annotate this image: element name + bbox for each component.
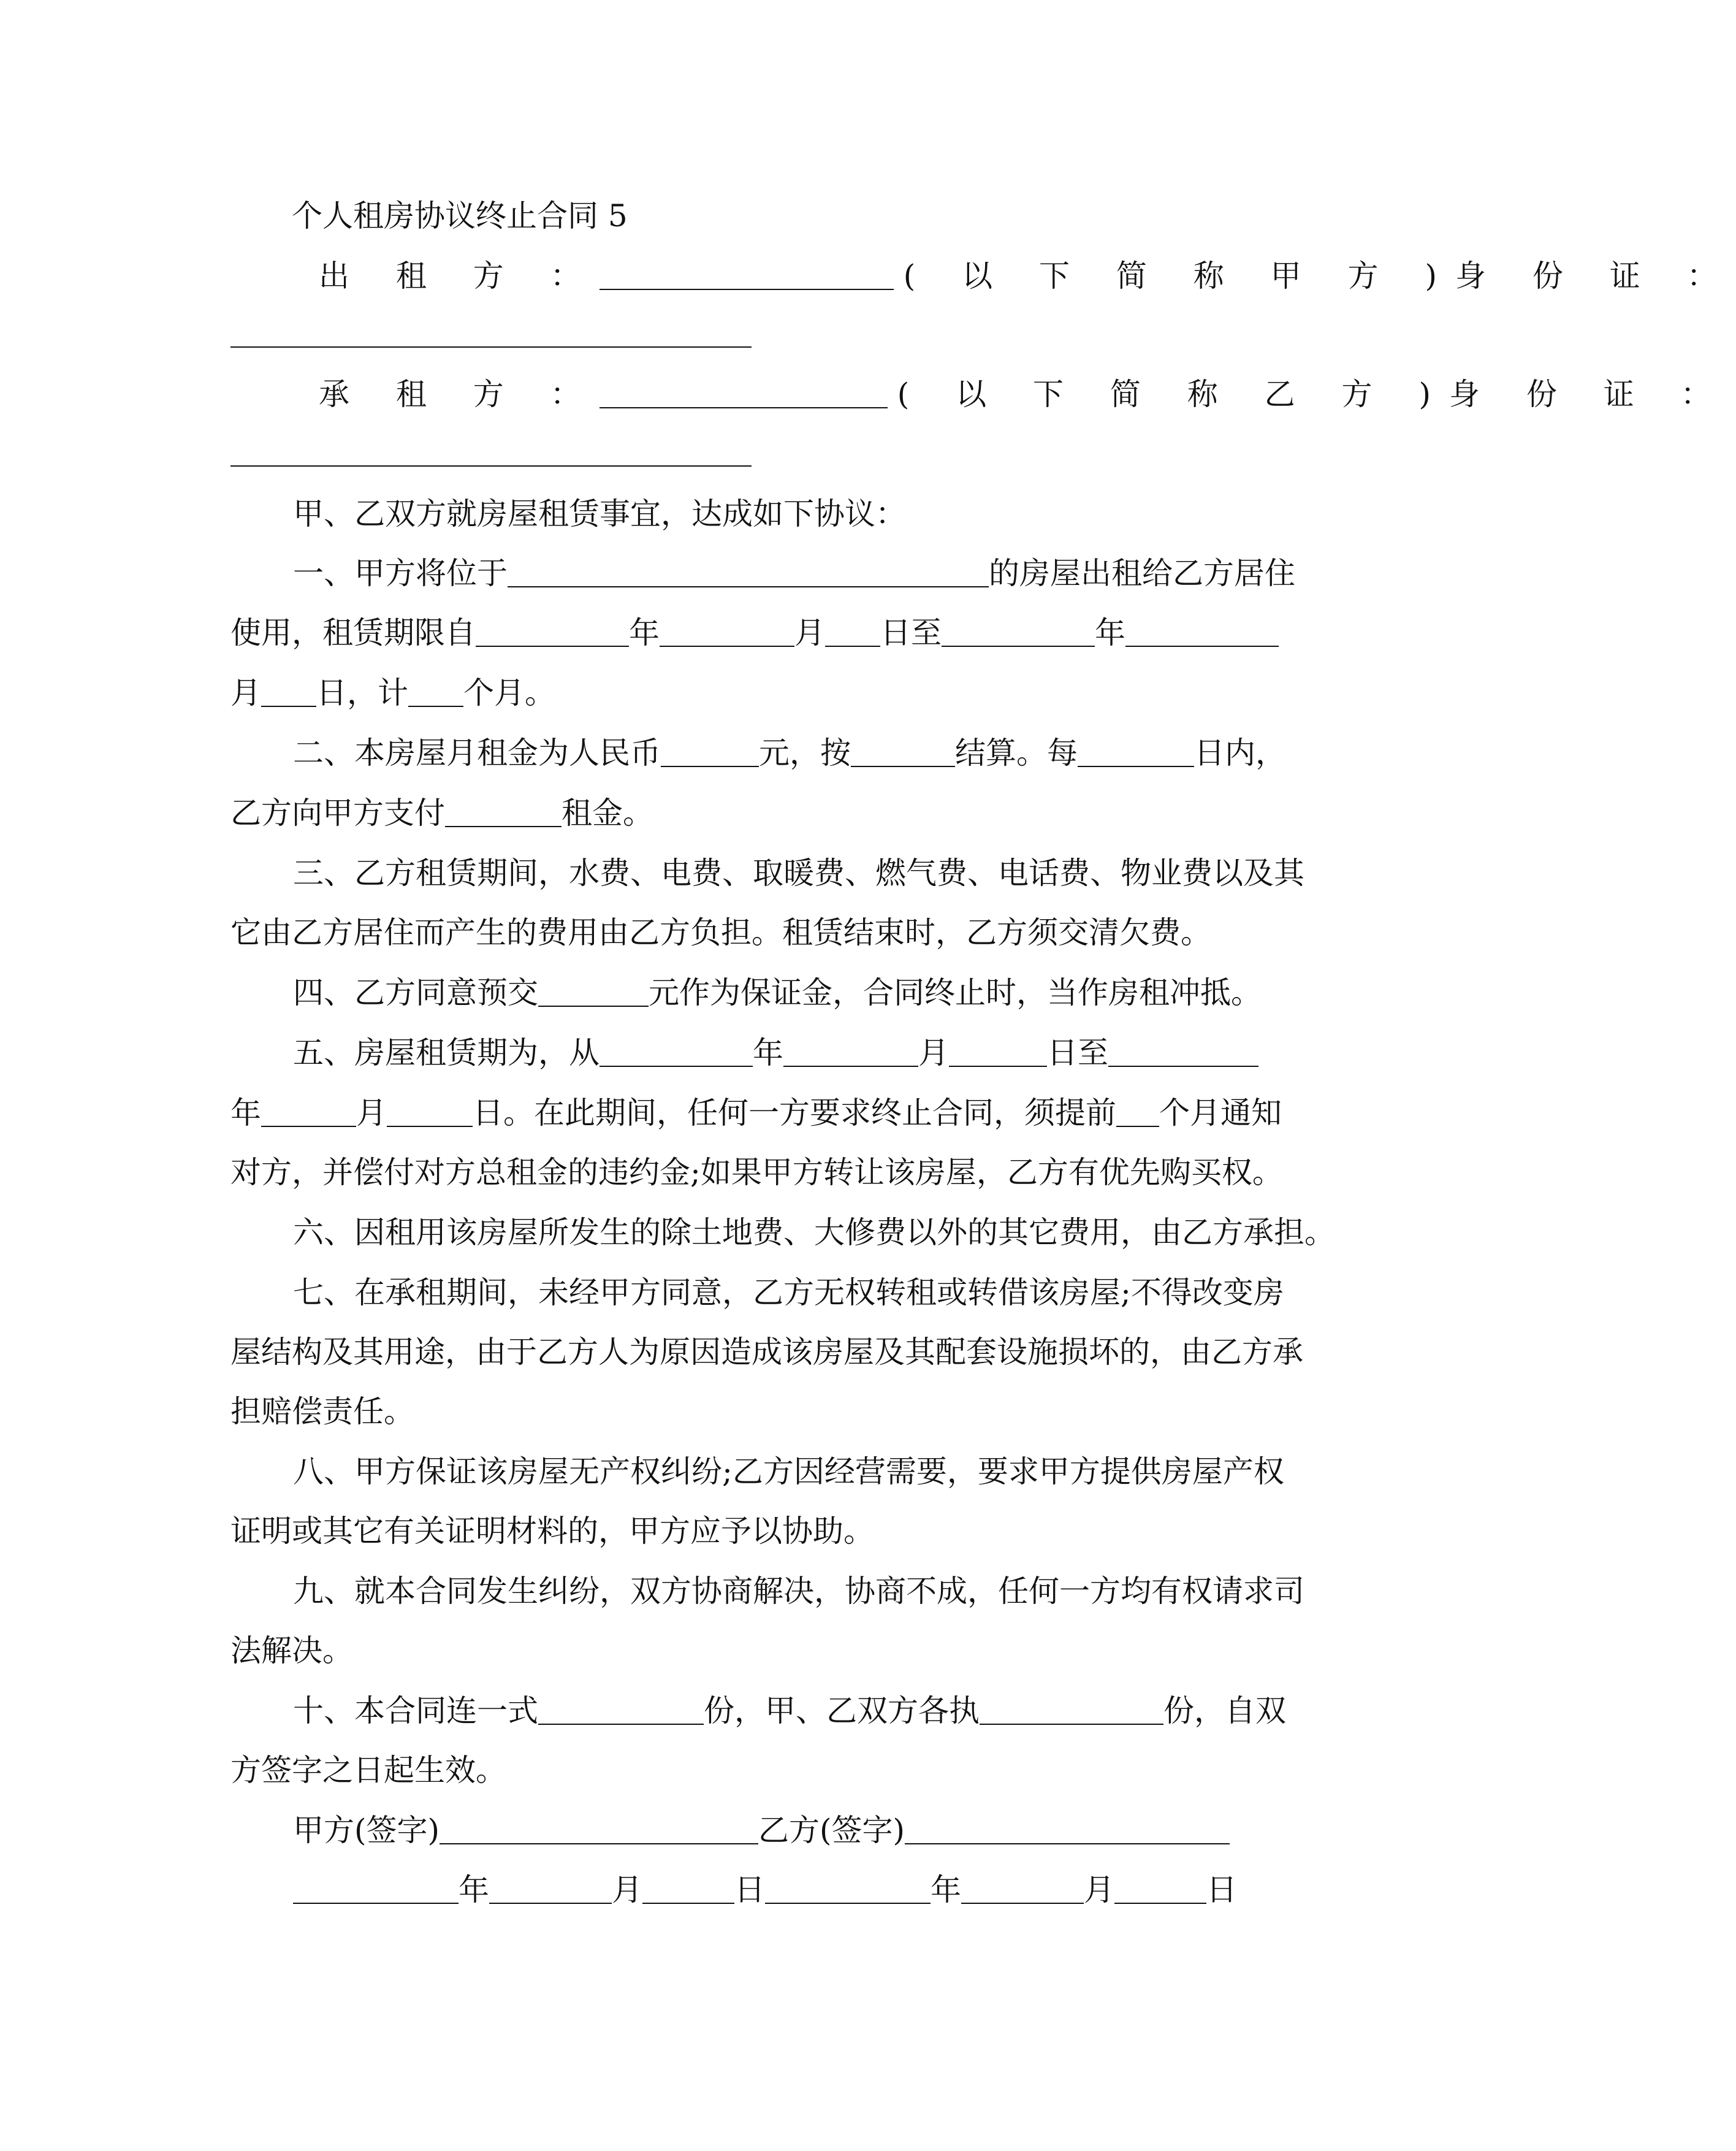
clause10-line1: 十、本合同连一式 份，甲、乙双方各执 份，自双 — [293, 1693, 1286, 1729]
clause9-line1: 九、就本合同发生纠纷，双方协商解决，协商不成，任何一方均有权请求司 — [293, 1573, 1304, 1609]
lease-end-day-blank[interactable] — [387, 1098, 473, 1127]
clause7-line1: 七、在承租期间，未经甲方同意，乙方无权转租或转借该房屋;不得改变房 — [293, 1275, 1284, 1310]
clause5-line3: 对方，并偿付对方总租金的违约金;如果甲方转让该房屋，乙方有优先购买权。 — [230, 1155, 1283, 1190]
clause9-line2: 法解决。 — [230, 1633, 353, 1668]
deposit-amount-blank[interactable] — [538, 977, 649, 1007]
document-title: 个人租房协议终止合同 5 — [292, 198, 628, 234]
clause6-line: 六、因租用该房屋所发生的除土地费、大修费以外的其它费用，由乙方承担。 — [293, 1215, 1335, 1250]
party-a-month-blank[interactable] — [489, 1874, 612, 1904]
lease-start-month-blank[interactable] — [783, 1037, 918, 1067]
payment-days-blank[interactable] — [1078, 738, 1194, 767]
party-b-day-blank[interactable] — [1114, 1874, 1206, 1904]
end-day-blank[interactable] — [261, 678, 316, 707]
clause3-line1: 三、乙方租赁期间，水费、电费、取暖费、燃气费、电话费、物业费以及其 — [293, 855, 1304, 891]
party-b-signature-blank[interactable] — [905, 1815, 1230, 1844]
lease-end-year-blank[interactable] — [1108, 1037, 1258, 1067]
lessee-id-label: 身 份 证 ： — [1449, 376, 1730, 412]
lessor-id-label: 身 份 证 ： — [1455, 258, 1736, 294]
settlement-period-blank[interactable] — [851, 738, 955, 767]
start-month-blank[interactable] — [660, 617, 794, 647]
lessee-name-blank[interactable] — [600, 379, 888, 408]
lessor-label: 出 租 方 ： — [319, 258, 600, 294]
start-year-blank[interactable] — [476, 617, 629, 647]
monthly-rent-blank[interactable] — [661, 738, 759, 767]
lessor-alias: ( 以 下 简 称 甲 方 ) — [903, 258, 1455, 294]
party-a-day-blank[interactable] — [642, 1874, 734, 1904]
party-b-month-blank[interactable] — [961, 1874, 1084, 1904]
clause1-line1: 一、甲方将位于 的房屋出租给乙方居住 — [293, 556, 1295, 591]
months-count-blank[interactable] — [408, 678, 463, 707]
clause3-line2: 它由乙方居住而产生的费用由乙方负担。租赁结束时，乙方须交清欠费。 — [230, 915, 1211, 950]
lessee-label: 承 租 方 ： — [319, 376, 600, 412]
rent-period-blank[interactable] — [445, 798, 562, 827]
clause4-line: 四、乙方同意预交 元作为保证金，合同终止时，当作房租冲抵。 — [293, 975, 1262, 1011]
clause7-line3: 担赔偿责任。 — [230, 1394, 414, 1429]
lease-start-day-blank[interactable] — [949, 1037, 1047, 1067]
lessor-line — [319, 258, 1736, 294]
lessor-id-blank[interactable] — [230, 346, 752, 348]
lessee-line — [319, 376, 1730, 413]
start-day-blank[interactable] — [825, 617, 880, 647]
copies-total-blank[interactable] — [538, 1695, 704, 1725]
clause8-line2: 证明或其它有关证明材料的，甲方应予以协助。 — [230, 1513, 874, 1549]
party-a-signature-blank[interactable] — [440, 1815, 758, 1844]
end-year-blank[interactable] — [942, 617, 1095, 647]
clause2-line2: 乙方向甲方支付 租金。 — [230, 795, 653, 831]
clause7-line2: 屋结构及其用途，由于乙方人为原因造成该房屋及其配套设施损坏的，由乙方承 — [230, 1334, 1303, 1370]
lease-end-month-blank[interactable] — [261, 1098, 356, 1127]
clause1-line2: 使用，租赁期限自 年 月 日至 年 — [230, 614, 1297, 651]
lessee-alias: ( 以 下 简 称 乙 方 ) — [897, 376, 1449, 412]
clause8-line1: 八、甲方保证该房屋无产权纠纷;乙方因经营需要，要求甲方提供房屋产权 — [293, 1454, 1284, 1489]
notice-months-blank[interactable] — [1116, 1098, 1159, 1127]
party-b-year-blank[interactable] — [765, 1874, 931, 1904]
clause5-line1: 五、房屋租赁期为，从 年 月 日至 — [293, 1034, 1297, 1071]
party-a-signature-label: 甲方(签字) — [293, 1813, 440, 1848]
party-a-year-blank[interactable] — [293, 1874, 459, 1904]
end-month-blank-a[interactable] — [1125, 617, 1279, 647]
signature-line — [293, 1812, 1297, 1849]
intro-text: 甲、乙双方就房屋租赁事宜，达成如下协议： — [293, 496, 906, 532]
copies-each-blank[interactable] — [980, 1695, 1163, 1725]
clause1-line3: 月 日，计 个月。 — [230, 675, 555, 711]
lessee-id-blank[interactable] — [230, 465, 752, 467]
party-b-signature-label: 乙方(签字) — [758, 1813, 905, 1848]
clause10-line2: 方签字之日起生效。 — [230, 1752, 506, 1788]
clause5-line2: 年 月 日。在此期间，任何一方要求终止合同，须提前 个月通知 — [230, 1095, 1282, 1131]
property-address-blank[interactable] — [508, 558, 989, 587]
clause2-line1: 二、本房屋月租金为人民币 元，按 结算。每 日内， — [293, 735, 1286, 771]
signature-date-line: 年 月 日 年 月 日 — [293, 1871, 1297, 1908]
lessor-name-blank[interactable] — [600, 261, 894, 290]
lease-start-year-blank[interactable] — [600, 1037, 753, 1067]
